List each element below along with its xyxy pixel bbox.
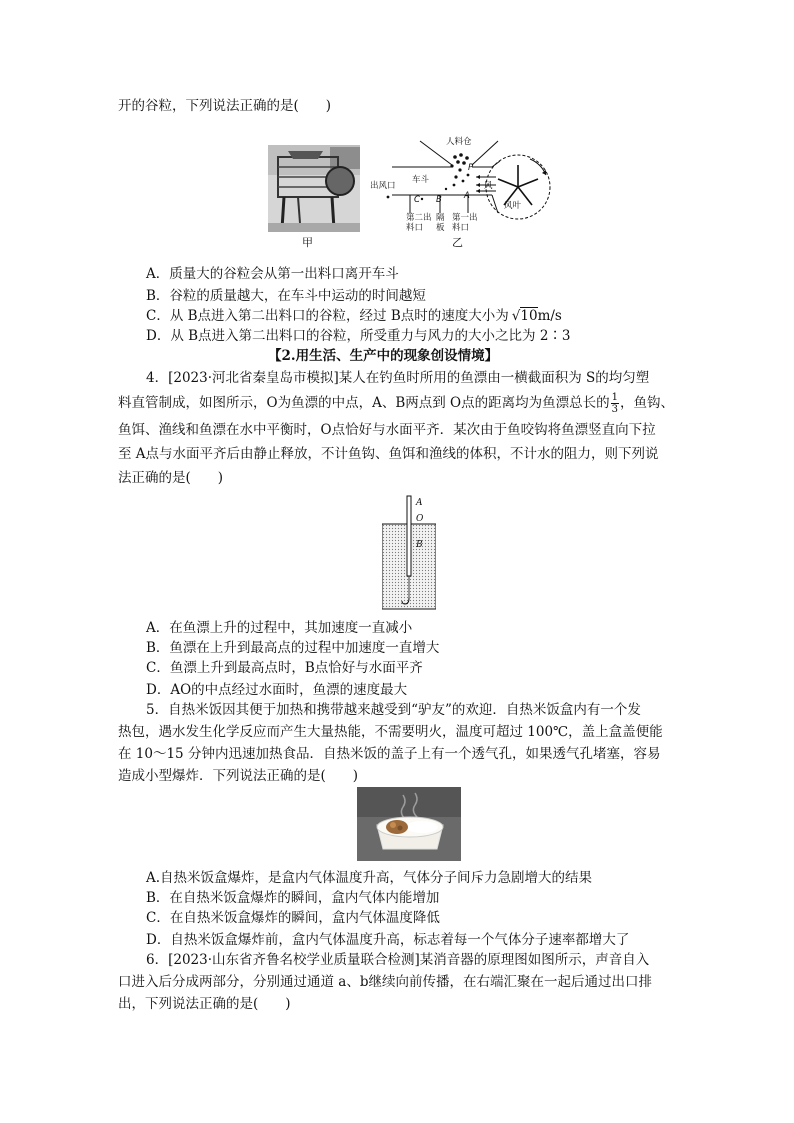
q3-option-a: A．质量大的谷粒会从第一出料口离开车斗 — [146, 266, 399, 282]
fraction-denominator: 3 — [611, 404, 618, 415]
label-first-outlet: 第一出料口 — [452, 213, 478, 233]
float-label-B: B — [416, 540, 423, 550]
label-fan: 风叶 — [504, 201, 522, 211]
q6-line2: 口进入后分成两部分，分别通过通道 a、b继续向前传播，在右端汇聚在一起后通过出口排 — [118, 974, 652, 990]
q3-option-d: D．从 B点进入第二出料口的谷粒，所受重力与风力的大小之比为 2∶3 — [146, 328, 571, 344]
label-P: P — [468, 163, 474, 173]
q4-option-a: A．在鱼漂上升的过程中，其加速度一直减小 — [146, 620, 413, 636]
figure-caption-left: 甲 — [302, 236, 313, 249]
q5-line4: 造成小型爆炸．下列说法正确的是( ) — [118, 768, 359, 784]
label-second-outlet: 第二出料口 — [406, 213, 432, 233]
figure-caption-right: 乙 — [452, 236, 463, 249]
sqrt-symbol: √ — [511, 308, 521, 324]
float-label-A: A — [416, 498, 423, 508]
float-label-O: O — [416, 514, 424, 524]
winnowing-schematic — [370, 133, 558, 245]
q3-option-c — [146, 306, 562, 326]
q3-option-c-text: C．从 B点进入第二出料口的谷粒，经过 B点时的速度大小为 — [146, 308, 509, 324]
q5-line1: 5．自热米饭因其便于加热和携带越来越受到“驴友”的欢迎．自热米饭盒内有一个发 — [146, 702, 641, 718]
q4-line3: 鱼饵、渔线和鱼漂在水中平衡时，O点恰好与水面平齐．某次由于鱼咬钩将鱼漂竖直向下拉 — [118, 422, 656, 438]
label-air-outlet: 出风口 — [370, 181, 396, 191]
label-divider: 隔板 — [436, 213, 445, 233]
label-C: C — [414, 195, 420, 205]
speed-unit: m/s — [537, 308, 562, 324]
q4-line5: 法正确的是( ) — [118, 470, 224, 486]
q6-line3: 出，下列说法正确的是( ) — [118, 996, 291, 1012]
q5-option-c: C．在自热米饭盒爆炸的瞬间，盒内气体温度降低 — [146, 910, 440, 926]
question-continuation: 开的谷粒，下列说法正确的是( ) — [118, 98, 332, 114]
q4-line1: 4．[2023·河北省秦皇岛市模拟]某人在钓鱼时所用的鱼漂由一横截面积为 S的均匀塑 — [146, 370, 650, 386]
winnowing-machine-photo — [268, 145, 360, 232]
q4-line2-tail: ，鱼钩、 — [619, 395, 674, 411]
fraction-numerator: 1 — [611, 392, 618, 403]
sqrt-radicand: 10 — [520, 308, 538, 324]
q4-option-d: D．AO的中点经过水面时，鱼漂的速度最大 — [146, 682, 408, 698]
label-chute: 车斗 — [412, 175, 430, 185]
q5-option-d: D．自热米饭盒爆炸前，盒内气体温度升高，标志着每一个气体分子速率都增大了 — [146, 932, 630, 948]
q5-option-a: A.自热米饭盒爆炸，是盒内气体温度升高，气体分子间斥力急剧增大的结果 — [146, 870, 593, 886]
q5-line2: 热包，遇水发生化学反应而产生大量热能，不需要明火，温度可超过 100℃，盖上盒盖便能 — [118, 724, 663, 740]
q4-option-b: B．鱼漂在上升到最高点的过程中加速度一直增大 — [146, 640, 440, 656]
fraction-one-third — [611, 392, 619, 415]
label-wind: 风 — [484, 181, 493, 191]
fishing-float-figure — [382, 494, 436, 610]
q4-line2-text: 料直管制成，如图所示，O为鱼漂的中点，A、B两点到 O点的距离均为鱼漂总长的 — [118, 395, 610, 411]
q4-line4: 至 A点与水面平齐后由静止释放，不计鱼钩、鱼饵和渔线的体积，不计水的阻力，则下列说 — [118, 446, 659, 462]
q5-line3: 在 10～15 分钟内迅速加热食品．自热米饭的盖子上有一个透气孔，如果透气孔堵塞，容易 — [118, 746, 661, 762]
self-heating-rice-photo — [357, 787, 461, 861]
section-heading: 【2.用生活、生产中的现象创设情境】 — [268, 348, 499, 364]
q5-option-b: B．在自热米饭盒爆炸的瞬间，盒内气体内能增加 — [146, 890, 440, 906]
label-A: A — [464, 191, 470, 201]
q4-line2 — [118, 392, 674, 415]
label-B: B — [436, 195, 442, 205]
q4-option-c: C．鱼漂上升到最高点时，B点恰好与水面平齐 — [146, 660, 423, 676]
label-hopper: 人料仓 — [446, 137, 472, 147]
q6-line1: 6．[2023·山东省齐鲁名校学业质量联合检测]某消音器的原理图如图所示，声音自入 — [146, 952, 650, 968]
q3-option-b: B．谷粒的质量越大，在车斗中运动的时间越短 — [146, 288, 426, 304]
